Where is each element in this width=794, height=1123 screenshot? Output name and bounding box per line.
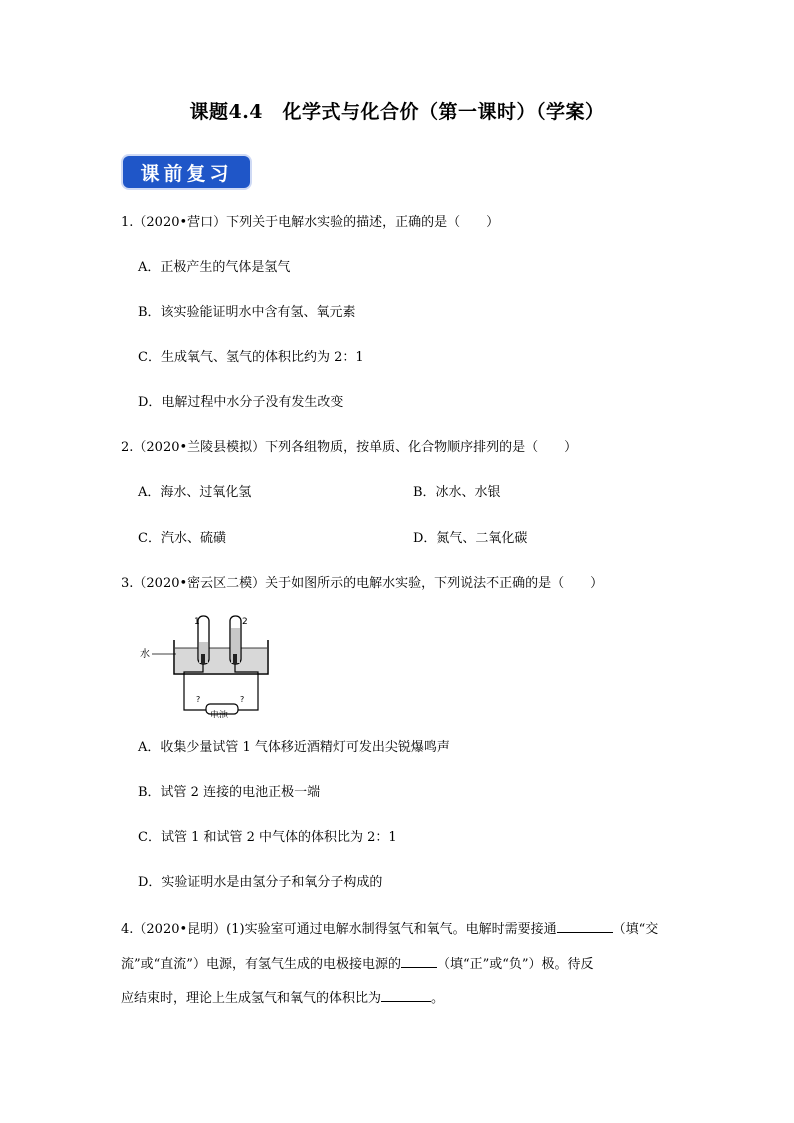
question-2-stem: 2.（2020•兰陵县模拟）下列各组物质，按单质、化合物顺序排列的是（ ）	[121, 440, 578, 455]
section-badge: 课前复习	[123, 156, 250, 188]
question-4-text-2a: 流”或“直流”）电源，有氢气生成的电极接电源的	[121, 957, 401, 972]
question-4-text-3b: 。	[431, 991, 445, 1006]
question-2-option-b: B．冰水、水银	[413, 485, 501, 500]
page-title: 课题4.4 化学式与化合价（第一课时）（学案）	[189, 101, 605, 123]
question-4-text-1b: （填“交	[612, 922, 659, 937]
question-2-option-a: A．海水、过氧化氢	[138, 485, 252, 500]
terminal-left-label: ?	[196, 695, 201, 704]
question-1-option-d: D．电解过程中水分子没有发生改变	[138, 395, 344, 410]
answer-blank-1[interactable]	[557, 919, 613, 933]
question-3-option-b: B．试管 2 连接的电池正极一端	[138, 785, 321, 800]
question-1-option-b: B．该实验能证明水中含有氢、氧元素	[138, 305, 356, 320]
question-2-option-c: C．汽水、硫磺	[138, 531, 226, 546]
tube-1-label: 1	[194, 617, 200, 627]
answer-blank-3[interactable]	[381, 988, 431, 1002]
answer-blank-2[interactable]	[401, 954, 437, 968]
question-1-stem: 1.（2020•营口）下列关于电解水实验的描述，正确的是（ ）	[121, 215, 500, 230]
terminal-right-label: ?	[240, 695, 245, 704]
question-3-option-c: C．试管 1 和试管 2 中气体的体积比为 2：1	[138, 830, 397, 845]
question-4-text-2b: （填“正”或“负”）极。待反	[436, 957, 594, 972]
question-3-stem: 3.（2020•密云区二模）关于如图所示的电解水实验，下列说法不正确的是（ ）	[121, 576, 604, 591]
tube-2-label: 2	[242, 617, 248, 627]
water-label: 水	[140, 649, 150, 660]
question-1-option-a: A．正极产生的气体是氢气	[138, 260, 291, 275]
question-4-stem-line-3	[121, 988, 444, 1008]
electrolysis-diagram	[140, 614, 280, 718]
battery-label: 电池	[210, 711, 229, 718]
question-2-option-d: D．氮气、二氧化碳	[413, 531, 528, 546]
question-4-stem-line-2	[121, 954, 594, 974]
question-1-option-c: C．生成氧气、氢气的体积比约为 2：1	[138, 350, 364, 365]
question-3-option-a: A．收集少量试管 1 气体移近酒精灯可发出尖锐爆鸣声	[138, 740, 450, 755]
question-3-option-d: D．实验证明水是由氢分子和氧分子构成的	[138, 875, 383, 890]
question-4-stem-line-1	[121, 919, 658, 939]
question-4-text-1a: 4.（2020•昆明）(1)实验室可通过电解水制得氢气和氧气。电解时需要接通	[121, 922, 557, 937]
question-4-text-3a: 应结束时，理论上生成氢气和氧气的体积比为	[121, 991, 382, 1006]
